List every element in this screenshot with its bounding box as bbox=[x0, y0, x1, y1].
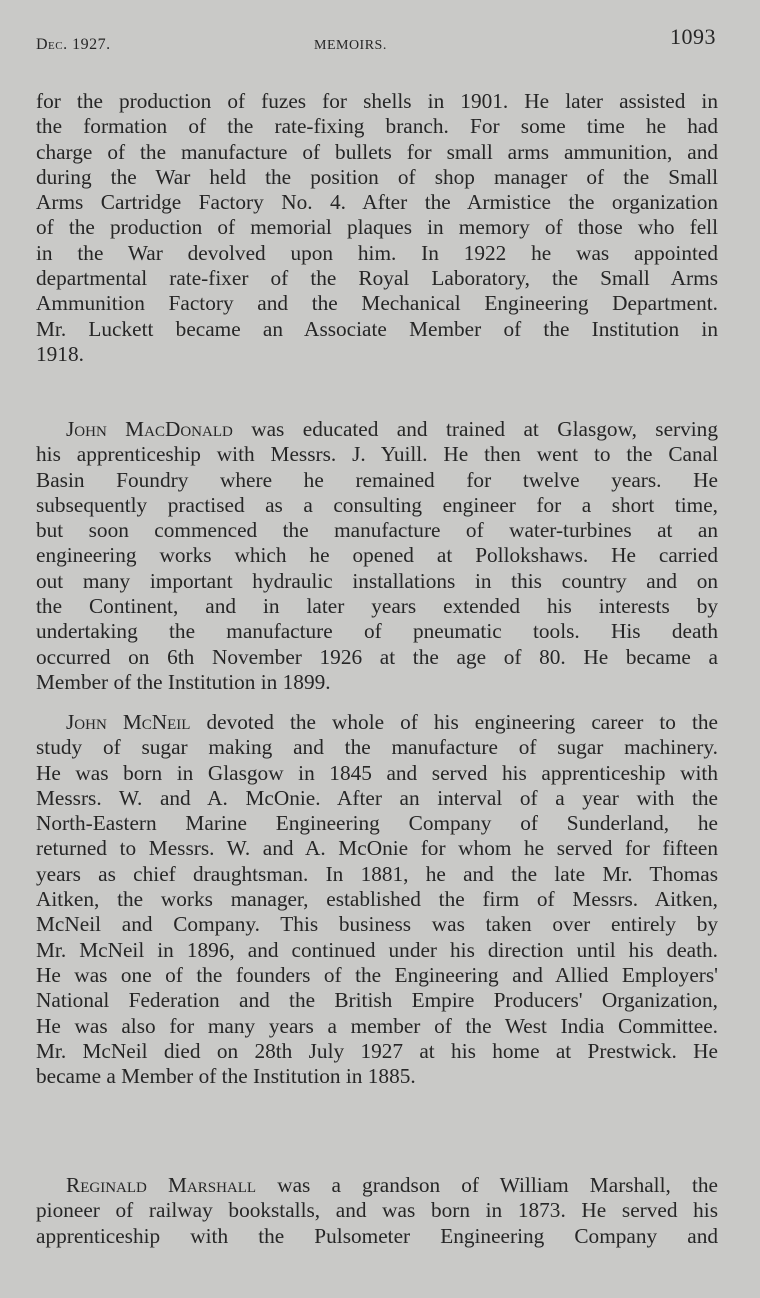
text-line: occurred on 6th November 1926 at the age of 80. He became a bbox=[36, 644, 718, 669]
text-line: the Continent, and in later years extended his interests by bbox=[36, 594, 718, 619]
text-line: engineering works which he opened at Pollokshaws. He carried bbox=[36, 543, 718, 568]
text-line: Mr. McNeil died on 28th July 1927 at his home at Prestwick. He bbox=[36, 1038, 718, 1063]
memoir-name: John McNeil bbox=[66, 710, 191, 734]
text-line: the formation of the rate-fixing branch. For some time he had bbox=[36, 114, 718, 139]
text-line: of the production of memorial plaques in memory of those who fell bbox=[36, 215, 718, 240]
text-line: returned to Messrs. W. and A. McOnie for whom he served for fifteen bbox=[36, 836, 718, 861]
text-line: out many important hydraulic installations in this country and on bbox=[36, 568, 718, 593]
running-header-date: Dec. 1927. bbox=[36, 36, 111, 53]
text-line: charge of the manufacture of bullets for small arms ammunition, and bbox=[36, 139, 718, 164]
text-line: subsequently practised as a consulting engineer for a short time, bbox=[36, 492, 718, 517]
text-line: during the War held the position of shop manager of the Small bbox=[36, 164, 718, 189]
text-line bbox=[36, 417, 718, 442]
text-line: North-Eastern Marine Engineering Company of Sunderland, he bbox=[36, 811, 718, 836]
text-line: became a Member of the Institution in 1885. bbox=[36, 1064, 416, 1089]
text-line: Ammunition Factory and the Mechanical Engineering Department. bbox=[36, 291, 718, 316]
memoir-paragraph-mcneil bbox=[36, 710, 718, 1089]
memoir-name: Reginald Marshall bbox=[66, 1173, 257, 1197]
line-text: was educated and trained at Glasgow, serving bbox=[232, 417, 718, 441]
text-line: McNeil and Company. This business was taken over entirely by bbox=[36, 912, 718, 937]
memoir-name: John MacDonald bbox=[66, 417, 233, 441]
text-line: Mr. McNeil in 1896, and continued under his direction until his death. bbox=[36, 937, 718, 962]
text-line: apprenticeship with the Pulsometer Engineering Company and bbox=[36, 1223, 718, 1248]
memoir-paragraph-macdonald bbox=[36, 417, 718, 695]
memoir-paragraph-luckett-continued bbox=[36, 89, 718, 367]
text-line: study of sugar making and the manufacture of sugar machinery. bbox=[36, 735, 718, 760]
running-header-title: MEMOIRS. bbox=[314, 38, 387, 53]
line-text: devoted the whole of his engineering career to the bbox=[190, 710, 718, 734]
text-line: Basin Foundry where he remained for twelve years. He bbox=[36, 467, 718, 492]
memoir-paragraph-marshall bbox=[36, 1173, 718, 1249]
text-line: 1918. bbox=[36, 341, 84, 366]
text-line: in the War devolved upon him. In 1922 he was appointed bbox=[36, 240, 718, 265]
text-line: undertaking the manufacture of pneumatic tools. His death bbox=[36, 619, 718, 644]
text-line: years as chief draughtsman. In 1881, he and the late Mr. Thomas bbox=[36, 861, 718, 886]
text-line: He was born in Glasgow in 1845 and served his apprenticeship with bbox=[36, 760, 718, 785]
text-line: Aitken, the works manager, established the firm of Messrs. Aitken, bbox=[36, 887, 718, 912]
text-line: Member of the Institution in 1899. bbox=[36, 669, 331, 694]
text-line: He was also for many years a member of the West India Committee. bbox=[36, 1013, 718, 1038]
text-line: Mr. Luckett became an Associate Member of the Institution in bbox=[36, 316, 718, 341]
text-line: departmental rate-fixer of the Royal Laboratory, the Small Arms bbox=[36, 266, 718, 291]
text-line: but soon commenced the manufacture of water-turbines at an bbox=[36, 518, 718, 543]
line-text: was a grandson of William Marshall, the bbox=[256, 1173, 718, 1197]
text-line: his apprenticeship with Messrs. J. Yuill. He then went to the Canal bbox=[36, 442, 718, 467]
text-line: He was one of the founders of the Engineering and Allied Employers' bbox=[36, 962, 718, 987]
text-line: Arms Cartridge Factory No. 4. After the Armistice the organization bbox=[36, 190, 718, 215]
text-line: for the production of fuzes for shells in 1901. He later assisted in bbox=[36, 89, 718, 113]
text-line bbox=[36, 710, 718, 735]
page-number: 1093 bbox=[670, 24, 716, 49]
text-line: pioneer of railway bookstalls, and was born in 1873. He served his bbox=[36, 1198, 718, 1223]
text-line: National Federation and the British Empire Producers' Organization, bbox=[36, 988, 718, 1013]
text-line: Messrs. W. and A. McOnie. After an interval of a year with the bbox=[36, 785, 718, 810]
text-line bbox=[36, 1173, 718, 1198]
